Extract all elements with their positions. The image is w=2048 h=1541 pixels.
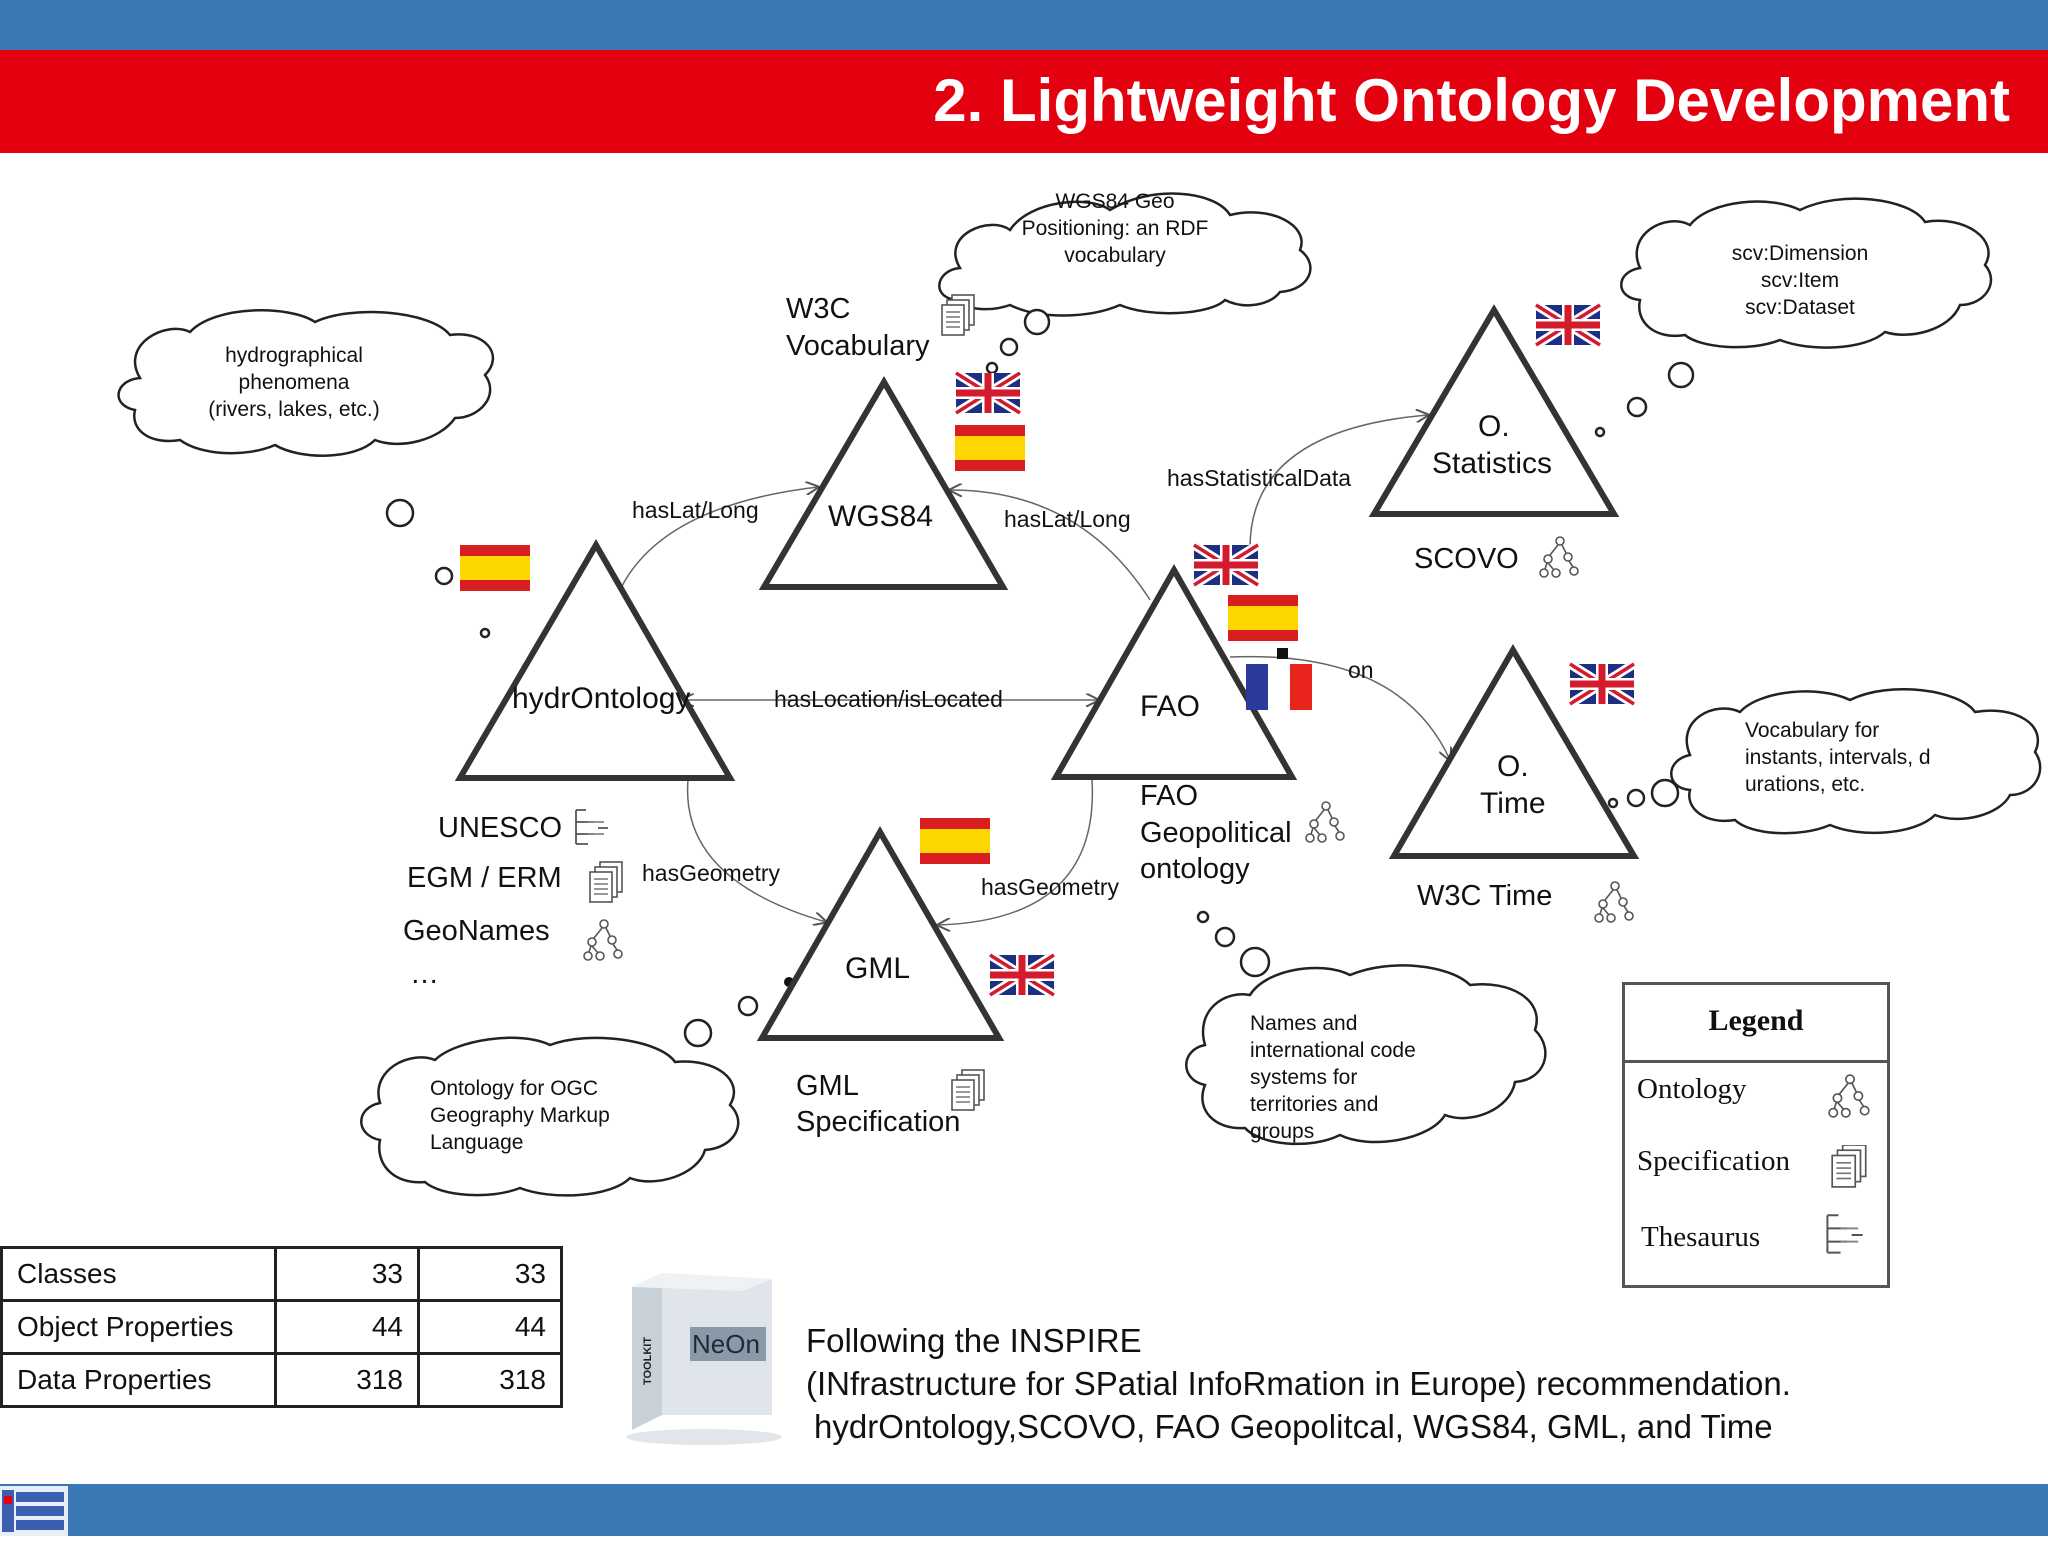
table-row [2,1301,562,1354]
relation-haslocation: hasLocation/isLocated [774,686,1003,712]
cloud-text-hydro: hydrographical phenomena (rivers, lakes, etc.) [208,344,380,421]
source-fao-line3: ontology [1140,853,1250,885]
spec-icon-egm [590,862,622,902]
spain-flag-wgs84 [955,425,1025,471]
table-row [2,1248,562,1301]
ontology-icon-w3ctime [1595,882,1633,922]
table-row [2,1354,562,1407]
source-fao-line1: FAO [1140,780,1199,812]
cloud-text-fao: Names and international code systems for territories and groups [1250,1012,1416,1143]
legend-title: Legend [1625,985,1887,1063]
hasgeometry-left-edge [688,780,826,922]
page-title: 2. Lightweight Ontology Development [933,67,2010,134]
france-flag-fao [1246,664,1312,710]
spain-flag-fao [1228,595,1298,641]
relation-hasstatistical: hasStatisticalData [1167,465,1352,491]
relation-hasgeometry-left: hasGeometry [642,860,781,886]
cloud-text-time: Vocabulary for instants, intervals, d urations, etc. [1745,719,1931,796]
ontology-icon-fao [1306,802,1344,842]
relation-on: on [1348,657,1374,683]
table-cell: 318 [419,1354,562,1407]
table-cell: 44 [419,1301,562,1354]
spain-flag-gml [920,818,990,864]
table-cell: Classes [2,1248,276,1301]
source-unesco: UNESCO [438,812,563,844]
source-gml-line2: Specification [796,1106,961,1138]
table-cell: 44 [276,1301,419,1354]
node-statistics-line2: Statistics [1432,447,1553,480]
source-gml-line1: GML [796,1070,859,1102]
table-cell: 33 [276,1248,419,1301]
relation-hasgeometry-right: hasGeometry [981,874,1120,900]
uk-flag-fao [1194,545,1258,585]
footer-line3: hydrOntology,SCOVO, FAO Geopolitcal, WGS84, GML, and Time [814,1408,1773,1445]
legend-box [1622,982,1890,1288]
node-hydrontology: hydrOntology [512,682,691,715]
table-cell: Data Properties [2,1354,276,1407]
node-time-line1: O. [1497,750,1529,783]
footer-line2: (INfrastructure for SPatial InfoRmation in Europe) recommendation. [806,1365,1791,1402]
source-fao-line2: Geopolitical [1140,817,1292,849]
source-w3c-line1: W3C [786,293,851,325]
spec-icon-gml [952,1070,984,1110]
legend-thesaurus-label: Thesaurus [1641,1221,1761,1253]
ontology-icon-scovo [1540,537,1578,577]
cloud-text-gml: Ontology for OGC Geography Markup Language [430,1077,610,1154]
source-w3c-time: W3C Time [1417,880,1553,912]
uk-flag-statistics [1536,305,1600,345]
source-egm: EGM / ERM [407,862,562,894]
source-geonames: GeoNames [403,915,550,947]
ontology-icon [1825,1073,1875,1119]
stats-table [0,1246,563,1408]
cloud-text-wgs84: WGS84 Geo Positioning: an RDF vocabulary [1021,190,1209,267]
legend-ontology-label: Ontology [1637,1073,1747,1105]
legend-specification-label: Specification [1637,1145,1791,1177]
spec-icon-w3c [942,295,974,335]
ontology-icon-geonames [584,920,622,960]
source-w3c-line2: Vocabulary [786,330,930,362]
node-statistics-line1: O. [1478,410,1510,443]
spain-flag-hydro [460,545,530,591]
toolkit-side-label: TOOLKIT [642,1336,655,1386]
table-cell: Object Properties [2,1301,276,1354]
relation-haslat-right: hasLat/Long [1004,506,1131,532]
thesaurus-icon [1823,1213,1867,1257]
node-gml: GML [845,952,911,985]
relation-haslat-left: hasLat/Long [632,497,759,523]
thesaurus-icon-unesco [576,810,608,844]
specification-icon [1830,1145,1870,1189]
table-cell: 33 [419,1248,562,1301]
source-ellipsis: … [410,958,439,990]
neon-toolkit-box [612,1265,782,1445]
uk-flag-gml [990,955,1054,995]
footer-line1: Following the INSPIRE [806,1322,1142,1359]
uk-flag-wgs84 [956,373,1020,413]
source-scovo: SCOVO [1414,543,1519,575]
cloud-text-scv: scv:Dimension scv:Item scv:Dataset [1731,242,1869,319]
uk-flag-time [1570,664,1634,704]
neon-logo: NeOn [692,1329,760,1359]
node-fao: FAO [1140,690,1201,723]
node-wgs84: WGS84 [828,500,934,533]
node-time-line2: Time [1480,787,1546,820]
table-cell: 318 [276,1354,419,1407]
